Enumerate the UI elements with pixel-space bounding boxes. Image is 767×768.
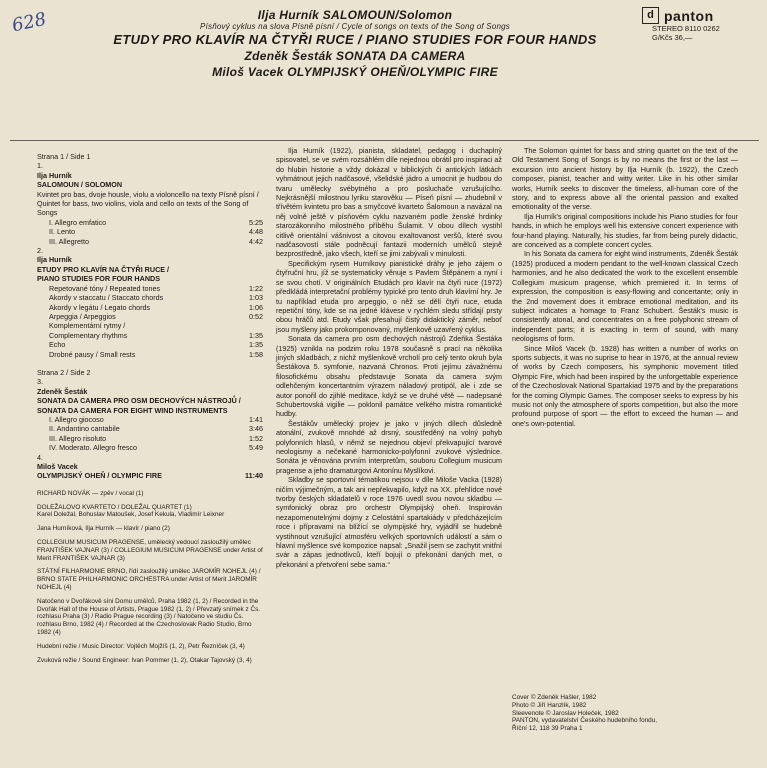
title-line-4: Zdeněk Šesták SONATA DA CAMERA (244, 49, 466, 63)
track-row: I. Allegro giocoso 1:41 (49, 414, 263, 424)
work-number: 3. (37, 377, 43, 387)
credit-line: Karel Doležal, Bohuslav Matoušek, Josef Kekula, Vladimír Leixner (37, 511, 225, 519)
work-number: 2. (37, 246, 43, 256)
track-row: II. Lento 4:48 (49, 227, 263, 237)
track-row: Akordy v legátu / Legato chords 1:06 (49, 302, 263, 312)
logo-text: panton (664, 7, 714, 24)
track-row: I. Allegro emfatico 5:25 (49, 217, 263, 227)
credit-line: COLLEGIUM MUSICUM PRAGENSE, umělecký vedoucí zasloužilý umělec FRANTIŠEK VAJNAR (3) / COLLEGIUM MUSICUM PRAGENSE under Artist of Merit FRANTIŠEK VAJNAR (3) (37, 539, 263, 562)
credit-line: Natočeno v Dvořákově síni Domu umělců, Praha 1982 (1, 2) / Recorded in the Dvořák Hall of the House of Artists, Prague 1982 (1, 2) / Převzatý snímek z Čs. rozhlasu Praha (3) / Radio Prague recording (3) / Natočeno ve studiu Čs. rozhlasu Brno, 1982 (4) / Recorded at the Czechoslovak Radio Studio, Brno 1982 (4) (37, 597, 261, 636)
notes-paragraph: Specifickým rysem Hurníkovy pianistické dráhy je jeho zájem o čtyřruční hru, jíž se systematicky věnuje s Pavlem Štěpánem a nyní i se svou chotí. V originálních Etudách pro klavír na čtyři ruce (1972) předkládá interpretační problémy typické pro tento druh klavírní hry. Je tu například etuda pro arpeggio, o něž se dělí čtyři ruce, etuda repetiční tóny, kde se na jedné klávese v rychlém sledu střídají prsty obou hráčů atd. Etudy však přesahují čistý didaktický záměr, neboť jsou myšleny jako prokomponovaný, myšlenkově uzavřený cyklus. (276, 258, 502, 334)
title-line-5: Miloš Vacek OLYMPIJSKÝ OHEŇ/OLYMPIC FIRE (212, 65, 498, 79)
logo-mark-icon: d (642, 7, 659, 24)
title-line-1: Ilja Hurník SALOMOUN/Solomon (257, 8, 453, 22)
composer: Ilja Hurník (37, 170, 72, 180)
catalog-number: STEREO 8110 0262 (652, 24, 720, 33)
work-description: Quintet for bass, two violins, viola and cello on texts of the Song of Songs (37, 199, 249, 218)
notes-paragraph: Šestákův umělecký projev je jako v jiných dílech důsledně atonální, zvukově mnohdé až drsný, soustředěný na volný pohyb polyfonních hlasů, v němž se nejednou objeví překvapující tvarové neologismy a nečekané harmonicko-polyfonní zvukové výslednice. Sonáta je věnována prvním interpretům, souboru Collegium musicum pragense a jeho dramaturgovi Antonínu Myslíkovi. (276, 418, 502, 475)
credit-line: Sleevenote © Jaroslav Holeček, 1982 (512, 709, 619, 717)
track-row: Echo 1:35 (49, 340, 263, 350)
credit-line: PANTON, vydavatelství Českého hudebního fondu, (512, 717, 658, 725)
track-row: III. Allegro risoluto 1:52 (49, 433, 263, 443)
title-line-3: ETUDY PRO KLAVÍR NA ČTYŘI RUCE / PIANO STUDIES FOR FOUR HANDS (113, 32, 597, 47)
credit-line: Cover © Zdeněk Hašler, 1982 (512, 694, 597, 701)
work-number: 1. (37, 161, 43, 171)
notes-paragraph: Skladby se sportovní tématikou nejsou v díle Miloše Vacka (1928) ničím výjimečným, a tak ani nepřekvapilo, když na XX. přehlídce nové tvorby českých skladatelů v roce 1976 uvedl svou novou skladbu — symfonický obraz pro orchestr Olympijský oheň. Inspirován nezapomenutelnými dojmy z Celostátní spartakiády v předcházejícím roce i přípravami na blížící se olympijské hry, vyjádřil se hudebně vystihnout vzrušující atmosféru velkých sportovních událostí a sám o hlavní myšlence své kompozice napsal: „Snažil jsem se zachytit vnitřní svár a zápas jednotlivců, kteří bojují o překonání daných met, o překonání a přetvoření sebe sama.“ (276, 475, 502, 569)
track-row: Arpeggia / Arpeggios 0:52 (49, 311, 263, 321)
work-title: SONATA DA CAMERA FOR EIGHT WIND INSTRUMENTS (37, 405, 228, 415)
credit-line: Photo © Jiří Hanzlík, 1982 (512, 701, 587, 709)
work-title: SONATA DA CAMERA PRO OSM DECHOVÝCH NÁSTROJŮ / (37, 396, 241, 406)
track-row: Akordy v staccatu / Staccato chords 1:03 (49, 293, 263, 303)
credit-line: STÁTNÍ FILHARMONIE BRNO, řídí zasloužilý umělec JAROMÍR NOHEJL (4) / BRNO STATE PHILHARMONIC ORCHESTRA under Artist of Merit JAROMÍR NOHEJL (4) (37, 568, 261, 591)
divider (10, 140, 759, 141)
panton-logo (642, 7, 714, 24)
catalog-info (652, 24, 720, 42)
work-number: 4. (37, 452, 43, 462)
title-line-2: Písňový cyklus na slova Písně písní / Cycle of songs on texts of the Song of Songs (200, 22, 510, 31)
tracklist-column (37, 152, 263, 670)
czech-notes-column (276, 146, 502, 569)
track-row: III. Allegretto 4:42 (49, 236, 263, 246)
credits (37, 490, 263, 665)
work-title: PIANO STUDIES FOR FOUR HANDS (37, 274, 160, 284)
title-block (70, 8, 640, 79)
track-row: Komplementární rytmy / (49, 321, 126, 331)
credit-line: Hudební režie / Music Director: Vojtěch Mojžíš (1, 2), Petr Řezníček (3, 4) (37, 642, 245, 650)
english-notes-column (512, 146, 738, 428)
composer: Miloš Vacek (37, 462, 78, 471)
notes-paragraph: The Solomon quintet for bass and string quartet on the text of the Old Testament Song of Songs is by no means the first or the last — excursion into ancient history by Ilja Hurník (b. 1922), the Czech composer, pianist, teacher and witty writer. Like in his other similar works, Hurník seeks to discover the timeless, all-human core of the story, and to express above all the oriental passion and exalted emotionality of the verse. (512, 146, 738, 212)
notes-paragraph: Sonata da camera pro osm dechových nástrojů Zdeňka Šestáka (1925) vznikla na podzim roku 1978 současně s prací na několika jiných skladbách, z nichž myšlenkově vrcholí pro celý tento okruh byla Šestákova 5. symfonie, nazvaná Chronos. Proti jejímu závažnému filosofickému obsahu představuje Sonata da camera svým odlehčeným koncertantním výrazem náladový protipól, ale i zde se autor ponořil do zjihlé meditace, když se ve druhé větě — nadepsané Schubertovská vigilie — poklonil památce velkého mistra romantické hudby. (276, 334, 502, 419)
track-row: Repetované tóny / Repeated tones 1:22 (49, 283, 263, 293)
credit-line: Jana Hurníková, Ilja Hurník — klavír / piano (2) (37, 525, 170, 533)
notes-paragraph: Since Miloš Vacek (b. 1928) has written a number of works on sports subjects, it was no suprise to hear in 1976, at the annual review of works by Czech composers, his symphonic movement titled Olympic Fire, which had been inspired by the unforgettable experience of the Czechoslovak National Spartakiad 1975 and by the preparations for the coming Olympic Games. The composer seeks to express by his music not only the atmosphere of sports competition, but also the more profound purpose of sport — the effort to exceed the human — and one's own-potential. (512, 343, 738, 428)
track-row: II. Andantino cantabile 3:46 (49, 424, 263, 434)
track-row: IV. Moderato. Allegro fresco 5:49 (49, 443, 263, 453)
track-row: Complementary rhythms 1:35 (49, 330, 263, 340)
work-title: SALOMOUN / SOLOMON (37, 180, 123, 190)
price: G/Kčs 36,— (652, 33, 693, 42)
notes-paragraph: Ilja Hurník (1922), pianista, skladatel, pedagog i duchaplný spisovatel, se ve svém rozsáhlém díle nejednou obrátil pro inspiraci až do hlubin historie a vždy dokázal v biblických či antických látkách vyhmátnout jejich nadčasové, všelidské jádro a umocnit je hudbou do tvaru umělecky svébytného a pro posluchače vzrušujícího. Nejkrásnější milostnou lyriku starověku — Píseň písní — zhudebnil v třívětém kvintetu pro bas a smyčcové kvarteto Šalomoun a navázal na něj volně ještě v písňovém cyklu nazvaném podle ženské hrdinky starozákonního milostného příběhu Šulamit. V obou dílech vystihl citlivě orientální vášnivost a citovou exaltovanost veršů, které svou nadčasovostí stále podněcují fantazii moderních umělců stejně bezprostředně, jako všech, kteří se jimi zabývali v minulosti. (276, 146, 502, 259)
track-row: OLYMPIJSKÝ OHEŇ / OLYMPIC FIRE 11:40 (37, 471, 263, 481)
notes-paragraph: In his Sonata da camera for eight wind instruments, Zdeněk Šesták (1925) produced a modern pendant to the well-known classical Czech harmonies, and he also dedicated the work to the excellent ensemble Collegium musicum pragense, which premiered it. In terms of expression, the composition is easy-flowing and concertante; only in the 2nd movement does it embrace emotional meditation, and its subject indicates a homage to Franz Schubert. Šesták's music is consistently atonal, and concentrates on a free polyphonic stream of independent parts; it is exacting in term of sound, with many neologisms of form. (512, 249, 738, 344)
side2-label: Strana 2 / Side 2 (37, 367, 91, 377)
work-title: ETUDY PRO KLAVÍR NA ČTYŘI RUCE / (37, 264, 170, 274)
credit-line: DOLEŽALOVO KVARTETO / DOLEŽAL QUARTET (1) (37, 503, 192, 511)
composer: Ilja Hurník (37, 255, 72, 265)
notes-paragraph: Ilja Hurník's original compositions include his Piano studies for four hands, in which he employs well his extensive concert experience with four-hand playing. Naturally, his studies, far from being purely didactic, are conceived as a complete concert cycles. (512, 211, 738, 250)
credit-line: Zvuková režie / Sound Engineer: Ivan Pommer (1, 2), Otakar Tajovský (3, 4) (37, 656, 252, 664)
cover-credits (512, 694, 657, 733)
credit-line: Říční 12, 118 39 Praha 1 (512, 725, 583, 733)
handwritten-number: 628 (10, 8, 49, 37)
work-description: Kvintet pro bas, dvoje housle, violu a violoncello na texty Písně písní / (37, 189, 259, 199)
credit-line: RICHARD NOVÁK — zpěv / vocal (1) (37, 489, 144, 497)
side1-label: Strana 1 / Side 1 (37, 152, 91, 161)
track-row: Drobné pausy / Small rests 1:58 (49, 349, 263, 359)
composer: Zdeněk Šesták (37, 386, 88, 396)
